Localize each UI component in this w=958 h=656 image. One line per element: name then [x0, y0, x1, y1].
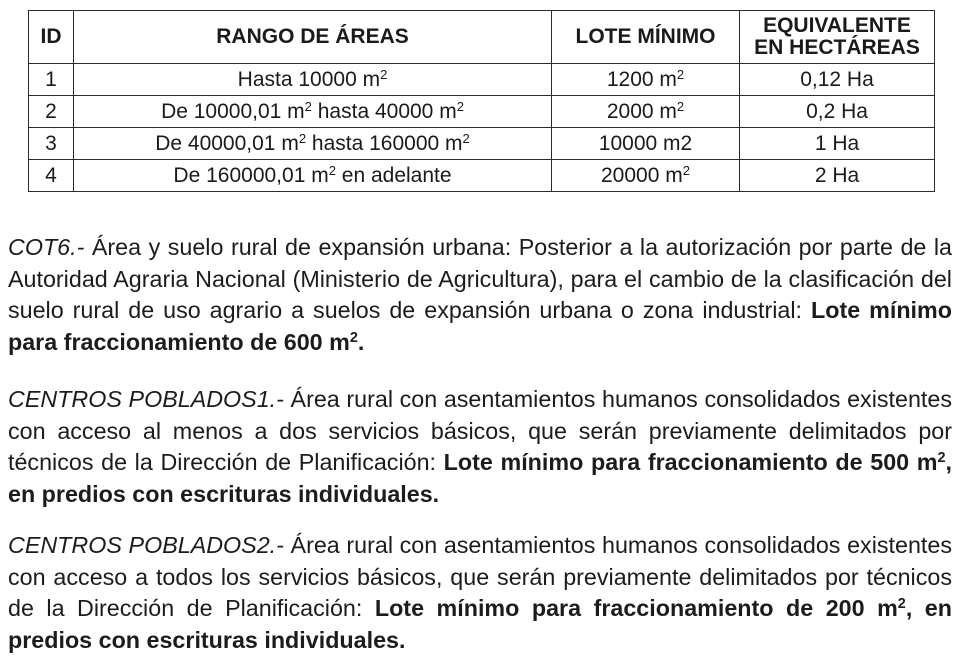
- table-header: [29, 11, 935, 64]
- bold-end-text: , en predios con escrituras individuales.: [8, 449, 952, 507]
- table-row: [29, 64, 935, 96]
- cell-id: 4: [29, 160, 74, 192]
- header-rango: RANGO DE ÁREAS: [74, 11, 552, 64]
- bold-end-text: , en predios con escrituras individuales.: [8, 595, 952, 653]
- rango-superscript: 2: [328, 162, 336, 178]
- rango-text: De 160000,01 m: [173, 163, 329, 187]
- cell-lote: [552, 160, 740, 192]
- table-header-row: [29, 11, 935, 64]
- rango-superscript: 2: [380, 66, 388, 82]
- lote-text: 2000 m: [606, 99, 677, 123]
- paragraph-label: CENTROS POBLADOS2.-: [8, 532, 284, 558]
- paragraph-text: Área y suelo rural de expansión urbana: Posterior a la autorización por parte de la Autoridad Agraria Nacional (Ministerio de Agricultura), para el cambio de la clasificación del suelo rural de uso agrario a suelos de expansión urbana o zona industrial:: [8, 234, 952, 323]
- rango-text: hasta 40000 m: [311, 99, 457, 123]
- bold-superscript: 2: [349, 329, 358, 346]
- table-row: [29, 96, 935, 128]
- cell-rango: [74, 128, 552, 160]
- lote-superscript: 2: [682, 162, 690, 178]
- rango-text: Hasta 10000 m: [237, 67, 381, 91]
- lote-text: 10000 m2: [598, 131, 693, 155]
- cell-id: 1: [29, 64, 74, 96]
- cell-lote: [552, 128, 740, 160]
- lote-text: 20000 m: [601, 163, 683, 187]
- rango-text: De 40000,01 m: [155, 131, 299, 155]
- table-row: [29, 160, 935, 192]
- rango-text: De 10000,01 m: [161, 99, 305, 123]
- rango-text: hasta 160000 m: [306, 131, 463, 155]
- rango-superscript: 2: [304, 98, 312, 114]
- lote-superscript: 2: [676, 66, 685, 82]
- lot-size-table: [28, 10, 935, 192]
- cell-rango: [74, 160, 552, 192]
- cell-equivalente: 2 Ha: [740, 160, 935, 192]
- bold-text: Lote mínimo para fraccionamiento de 500 m: [443, 449, 938, 475]
- paragraph-label: CENTROS POBLADOS1.-: [8, 386, 284, 412]
- header-id: ID: [29, 11, 74, 64]
- header-lote: LOTE MÍNIMO: [552, 11, 740, 64]
- bold-superscript: 2: [897, 596, 906, 613]
- rango-text: en adelante: [335, 163, 452, 187]
- cell-equivalente: 0,12 Ha: [740, 64, 935, 96]
- table-body: [29, 64, 935, 192]
- table-row: [29, 128, 935, 160]
- bold-text: Lote mínimo para fraccionamiento de 200 m: [374, 595, 898, 621]
- header-equivalente-line1: EQUIVALENTE: [763, 14, 911, 37]
- rango-superscript: 2: [456, 98, 464, 114]
- paragraph-cot6: [8, 232, 952, 358]
- paragraph-centros-poblados-1: [8, 384, 952, 510]
- cell-rango: [74, 64, 552, 96]
- cell-rango: [74, 96, 552, 128]
- paragraph-centros-poblados-2: [8, 530, 952, 656]
- header-equivalente: [740, 11, 935, 64]
- cell-id: 3: [29, 128, 74, 160]
- cell-equivalente: 0,2 Ha: [740, 96, 935, 128]
- paragraph-label: COT6.-: [8, 234, 85, 260]
- cell-equivalente: 1 Ha: [740, 128, 935, 160]
- paragraph-text: Área rural con asentamientos humanos consolidados existentes con acceso a todos los servicios básicos, que serán previamente delimitados por técnicos de la Dirección de Planificación:: [8, 532, 952, 621]
- rango-superscript: 2: [298, 130, 307, 146]
- lote-text: 1200 m: [606, 67, 677, 91]
- bold-end-text: .: [357, 328, 365, 355]
- bold-text: Lote mínimo para fraccionamiento de 600 m: [8, 297, 952, 355]
- lote-superscript: 2: [676, 98, 685, 114]
- cell-lote: [552, 64, 740, 96]
- cell-id: 2: [29, 96, 74, 128]
- cell-lote: [552, 96, 740, 128]
- header-equivalente-line2: EN HECTÁREAS: [754, 36, 920, 59]
- paragraph-text: Área rural con asentamientos humanos consolidados existentes con acceso al menos a dos servicios básicos, que serán previamente delimitados por técnicos de la Dirección de Planificación:: [8, 386, 952, 475]
- rango-superscript: 2: [462, 130, 470, 146]
- bold-superscript: 2: [937, 450, 946, 467]
